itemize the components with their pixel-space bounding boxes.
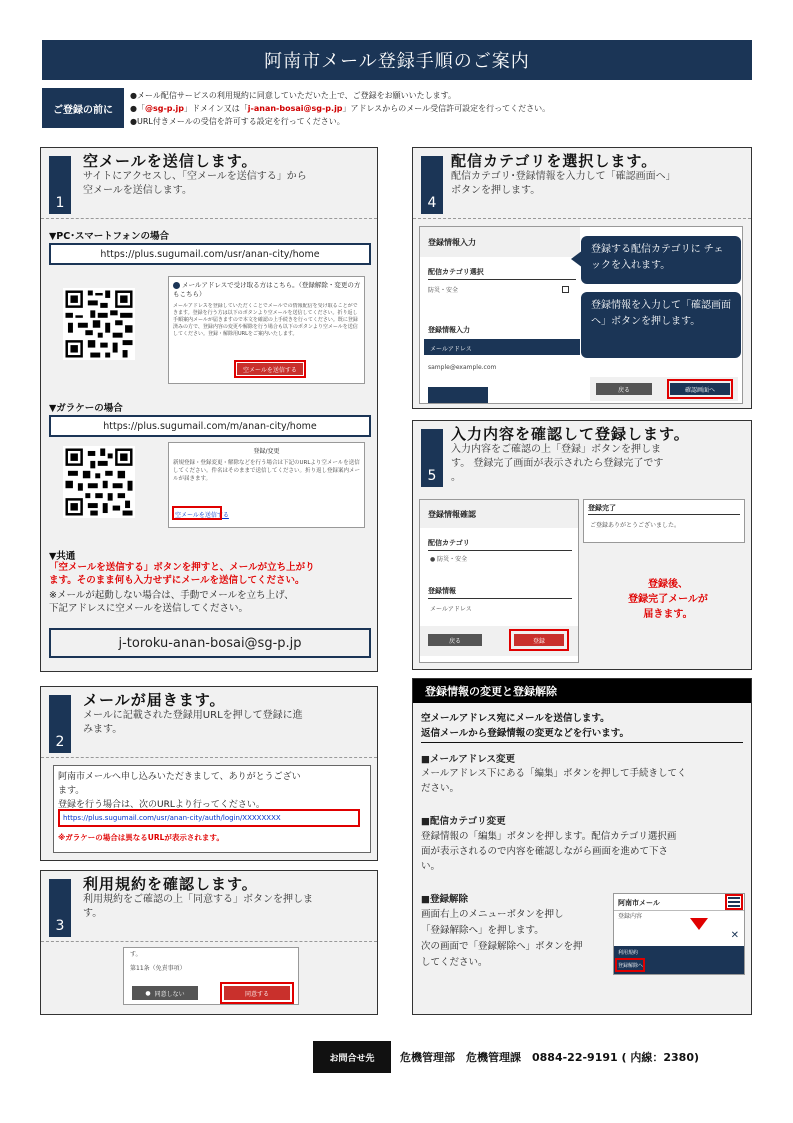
mail-body: 阿南市メールへ申し込みいただきまして、ありがとうござい ます。 登録を行う場合は、次のURLより行ってください。	[58, 772, 301, 810]
agree-button[interactable]: 同意する	[224, 986, 290, 1000]
qr-code-pc	[63, 288, 135, 360]
category-item: 防災・安全	[428, 287, 459, 294]
email-label-bar: メールアドレス	[424, 339, 580, 355]
step3-title: 利用規約を確認します。	[83, 875, 258, 893]
step2-marker	[49, 695, 71, 753]
step4-title: 配信カテゴリを選択します。	[451, 152, 658, 170]
confirm-highlight	[667, 379, 733, 399]
step3-number: 3	[55, 918, 65, 934]
garakei-link-highlight	[172, 506, 222, 520]
category-item: ● 防災・安全	[430, 556, 468, 563]
common-note: ※メールが起動しない場合は、手動でメールを立ち上げ、 下記アドレスに空メールを送信してください。	[49, 590, 294, 614]
garakei-shot-body: 新規登録・登録変更・解除などを行う場合は下記のURLより空メールを送信してください。件名はそのままで送信してください。折り返し登録案内メールが届きます。	[173, 460, 361, 482]
close-icon[interactable]: ✕	[730, 930, 739, 941]
step2-title: メールが届きます。	[83, 691, 226, 709]
callout-enter-info: 登録情報を入力して「確認画面へ」ボタンを押します。	[581, 292, 741, 358]
complete-screenshot	[583, 499, 745, 543]
step4-panel	[412, 147, 752, 409]
change-lead: 空メールアドレス宛にメールを送信します。 返信メールから登録情報の変更などを行います。	[421, 713, 630, 739]
step1-number: 1	[55, 195, 65, 211]
back-button[interactable]: 戻る	[428, 634, 482, 646]
step1-desc: サイトにアクセスし、「空メールを送信する」から 空メールを送信します。	[83, 171, 307, 196]
divider	[41, 757, 377, 758]
register-button[interactable]: 登録	[514, 634, 564, 646]
menu-item-terms[interactable]: 利用規約	[618, 950, 639, 956]
pc-screenshot	[168, 276, 365, 384]
menu-title: 阿南市メール	[618, 899, 660, 907]
prenote-tag: ご登録の前に	[42, 88, 124, 128]
page-title: 阿南市メール登録手順のご案内	[42, 40, 752, 80]
terms-line: す。	[130, 951, 142, 958]
info-label: 登録情報入力	[428, 326, 470, 334]
confirm-header: 登録情報確認	[420, 500, 578, 528]
registration-url-link[interactable]: https://plus.sugumail.com/usr/anan-city/auth/login/XXXXXXXX	[63, 814, 281, 822]
agree-highlight	[220, 982, 294, 1004]
divider	[41, 941, 377, 942]
step1-marker	[49, 156, 71, 214]
email-value[interactable]: sample@example.com	[428, 364, 497, 371]
step5-desc: 入力内容をご確認の上「登録」ボタンを押しま す。 登録完了画面が表示されたら登録完了です 。	[451, 444, 664, 483]
garakei-url-box[interactable]: https://plus.sugumail.com/m/anan-city/home	[49, 415, 371, 437]
complete-message: ご登録ありがとうございました。	[590, 522, 681, 529]
url-highlight	[58, 809, 360, 827]
step2-number: 2	[55, 734, 65, 750]
email-label: メールアドレス	[430, 606, 472, 613]
step2-desc: メールに記載された登録用URLを押して登録に進 みます。	[83, 710, 303, 735]
category-change-text: 登録情報の「編集」ボタンを押します。配信カテゴリ選択画 面が表示されるので内容を確認しながら画面を進めて下さ い。	[421, 831, 677, 872]
callout-check-category: 登録する配信カテゴリに チェックを入れます。	[581, 236, 741, 284]
qr-code-garakei	[63, 446, 135, 518]
back-button[interactable]: 戻る	[596, 383, 652, 395]
garakei-url-note: ※ガラケーの場合は異なるURLが表示されます。	[58, 833, 224, 842]
unsubscribe-heading: ■登録解除	[421, 894, 468, 905]
pc-url-box[interactable]: https://plus.sugumail.com/usr/anan-city/home	[49, 243, 371, 265]
garakei-heading: ▼ガラケーの場合	[49, 403, 123, 414]
prenote-line-1: ●メール配信サービスの利用規約に同意していただいた上で、ご登録をお願いいたします。	[130, 91, 457, 100]
unsubscribe-highlight	[615, 958, 645, 972]
info-label: 登録情報	[428, 587, 456, 595]
change-header: 登録情報の変更と登録解除	[413, 679, 751, 703]
category-label: 配信カテゴリ選択	[428, 268, 484, 276]
send-empty-mail-button[interactable]: 空メールを送信する	[237, 363, 303, 375]
to-confirm-button[interactable]: 確認画面へ	[670, 383, 730, 395]
complete-header: 登録完了	[588, 504, 616, 512]
pc-shot-title: メールアドレスで受け取る方はこちら。（登録解除・変更の方もこちら）	[173, 281, 361, 298]
mail-preview	[53, 765, 371, 853]
step5-number: 5	[427, 468, 437, 484]
step1-title: 空メールを送信します。	[83, 152, 258, 170]
pc-heading: ▼PC･スマートフォンの場合	[49, 231, 170, 242]
step5-panel	[412, 420, 752, 670]
contact-tag: お問合せ先	[313, 1041, 391, 1073]
step4-marker	[421, 156, 443, 214]
prenote-line-2: ●「@sg-p.jp」ドメイン又は「j-anan-bosai@sg-p.jp」アドレスからのメール受信許可設定を行ってください。	[130, 104, 551, 113]
step3-panel	[40, 870, 378, 1015]
menu-screenshot	[613, 893, 745, 975]
step4-number: 4	[427, 195, 437, 211]
divider	[413, 218, 751, 219]
category-checkbox[interactable]	[562, 286, 569, 293]
completion-mail-note: 登録後、 登録完了メールが 届きます。	[628, 579, 708, 620]
step5-marker	[421, 429, 443, 487]
divider	[41, 218, 377, 219]
entry-header: 登録情報入力	[420, 227, 580, 257]
menu-highlight	[725, 894, 743, 910]
confirm-screenshot	[419, 499, 579, 663]
step4-desc: 配信カテゴリ･登録情報を入力して「確認画面へ」 ボタンを押します。	[451, 171, 676, 196]
category-label: 配信カテゴリ	[428, 539, 470, 547]
garakei-screenshot	[168, 442, 365, 528]
scroll-up-button[interactable]	[428, 387, 488, 404]
contact-info: 危機管理部 危機管理課 0884-22-9191 ( 内線：2380)	[400, 1051, 699, 1064]
register-highlight	[509, 629, 569, 651]
step3-desc: 利用規約をご確認の上「同意する」ボタンを押しま す。	[83, 894, 313, 919]
category-change-heading: ■配信カテゴリ変更	[421, 816, 506, 827]
arrow-down-icon	[690, 918, 708, 930]
email-change-heading: ■メールアドレス変更	[421, 754, 516, 765]
terms-screenshot	[123, 947, 299, 1005]
circle-icon: ●	[145, 989, 151, 997]
garakei-shot-title: 登録/変更	[253, 448, 280, 455]
pc-button-highlight	[234, 360, 306, 378]
prenote-list	[130, 89, 750, 128]
step2-panel	[40, 686, 378, 861]
pc-shot-body: メールアドレスを登録していただくことでメールでの情報配信を受け取ることができます。登録を行う方は以下のボタンより空メールを送信してください。折り返し手順案内メールが届きますので本文を確認の上手続きを行ってください。既に登録済みの方で、登録内容の変更や解除を行う場合も以下のボタンより空メールを送信してください。登録・解除用URLをご案内いたします。	[173, 303, 358, 337]
common-red-note: 「空メールを送信する」ボタンを押すと、メールが立ち上がり ます。そのまま何も入力せずにメールを送信してください。	[49, 562, 315, 586]
change-panel	[412, 678, 752, 1015]
common-heading: ▼共通	[49, 551, 76, 562]
terms-article: 第11条（免責事項）	[130, 965, 186, 972]
step5-title: 入力内容を確認して登録します。	[451, 425, 690, 443]
step1-panel	[40, 147, 378, 672]
menu-sub: 登録内容	[618, 913, 643, 920]
menu-item-unsubscribe[interactable]: 登録解除へ	[618, 963, 644, 969]
prenote-line-3: ●URL付きメールの受信を許可する設定を行ってください。	[130, 117, 345, 126]
email-change-text: メールアドレス下にある「編集」ボタンを押して手続きしてく ださい。	[421, 768, 687, 794]
mail-icon	[173, 282, 180, 289]
garakei-send-link[interactable]: 空メールを送信する	[175, 512, 229, 519]
unsubscribe-text: 画面右上のメニューボタンを押し 「登録解除へ」を押します。 次の画面で「登録解除へ」ボタンを押 してください。	[421, 909, 583, 968]
disagree-button[interactable]: ● 同意しない	[132, 986, 198, 1000]
registration-email-address[interactable]: j-toroku-anan-bosai@sg-p.jp	[49, 628, 371, 658]
step3-marker	[49, 879, 71, 937]
